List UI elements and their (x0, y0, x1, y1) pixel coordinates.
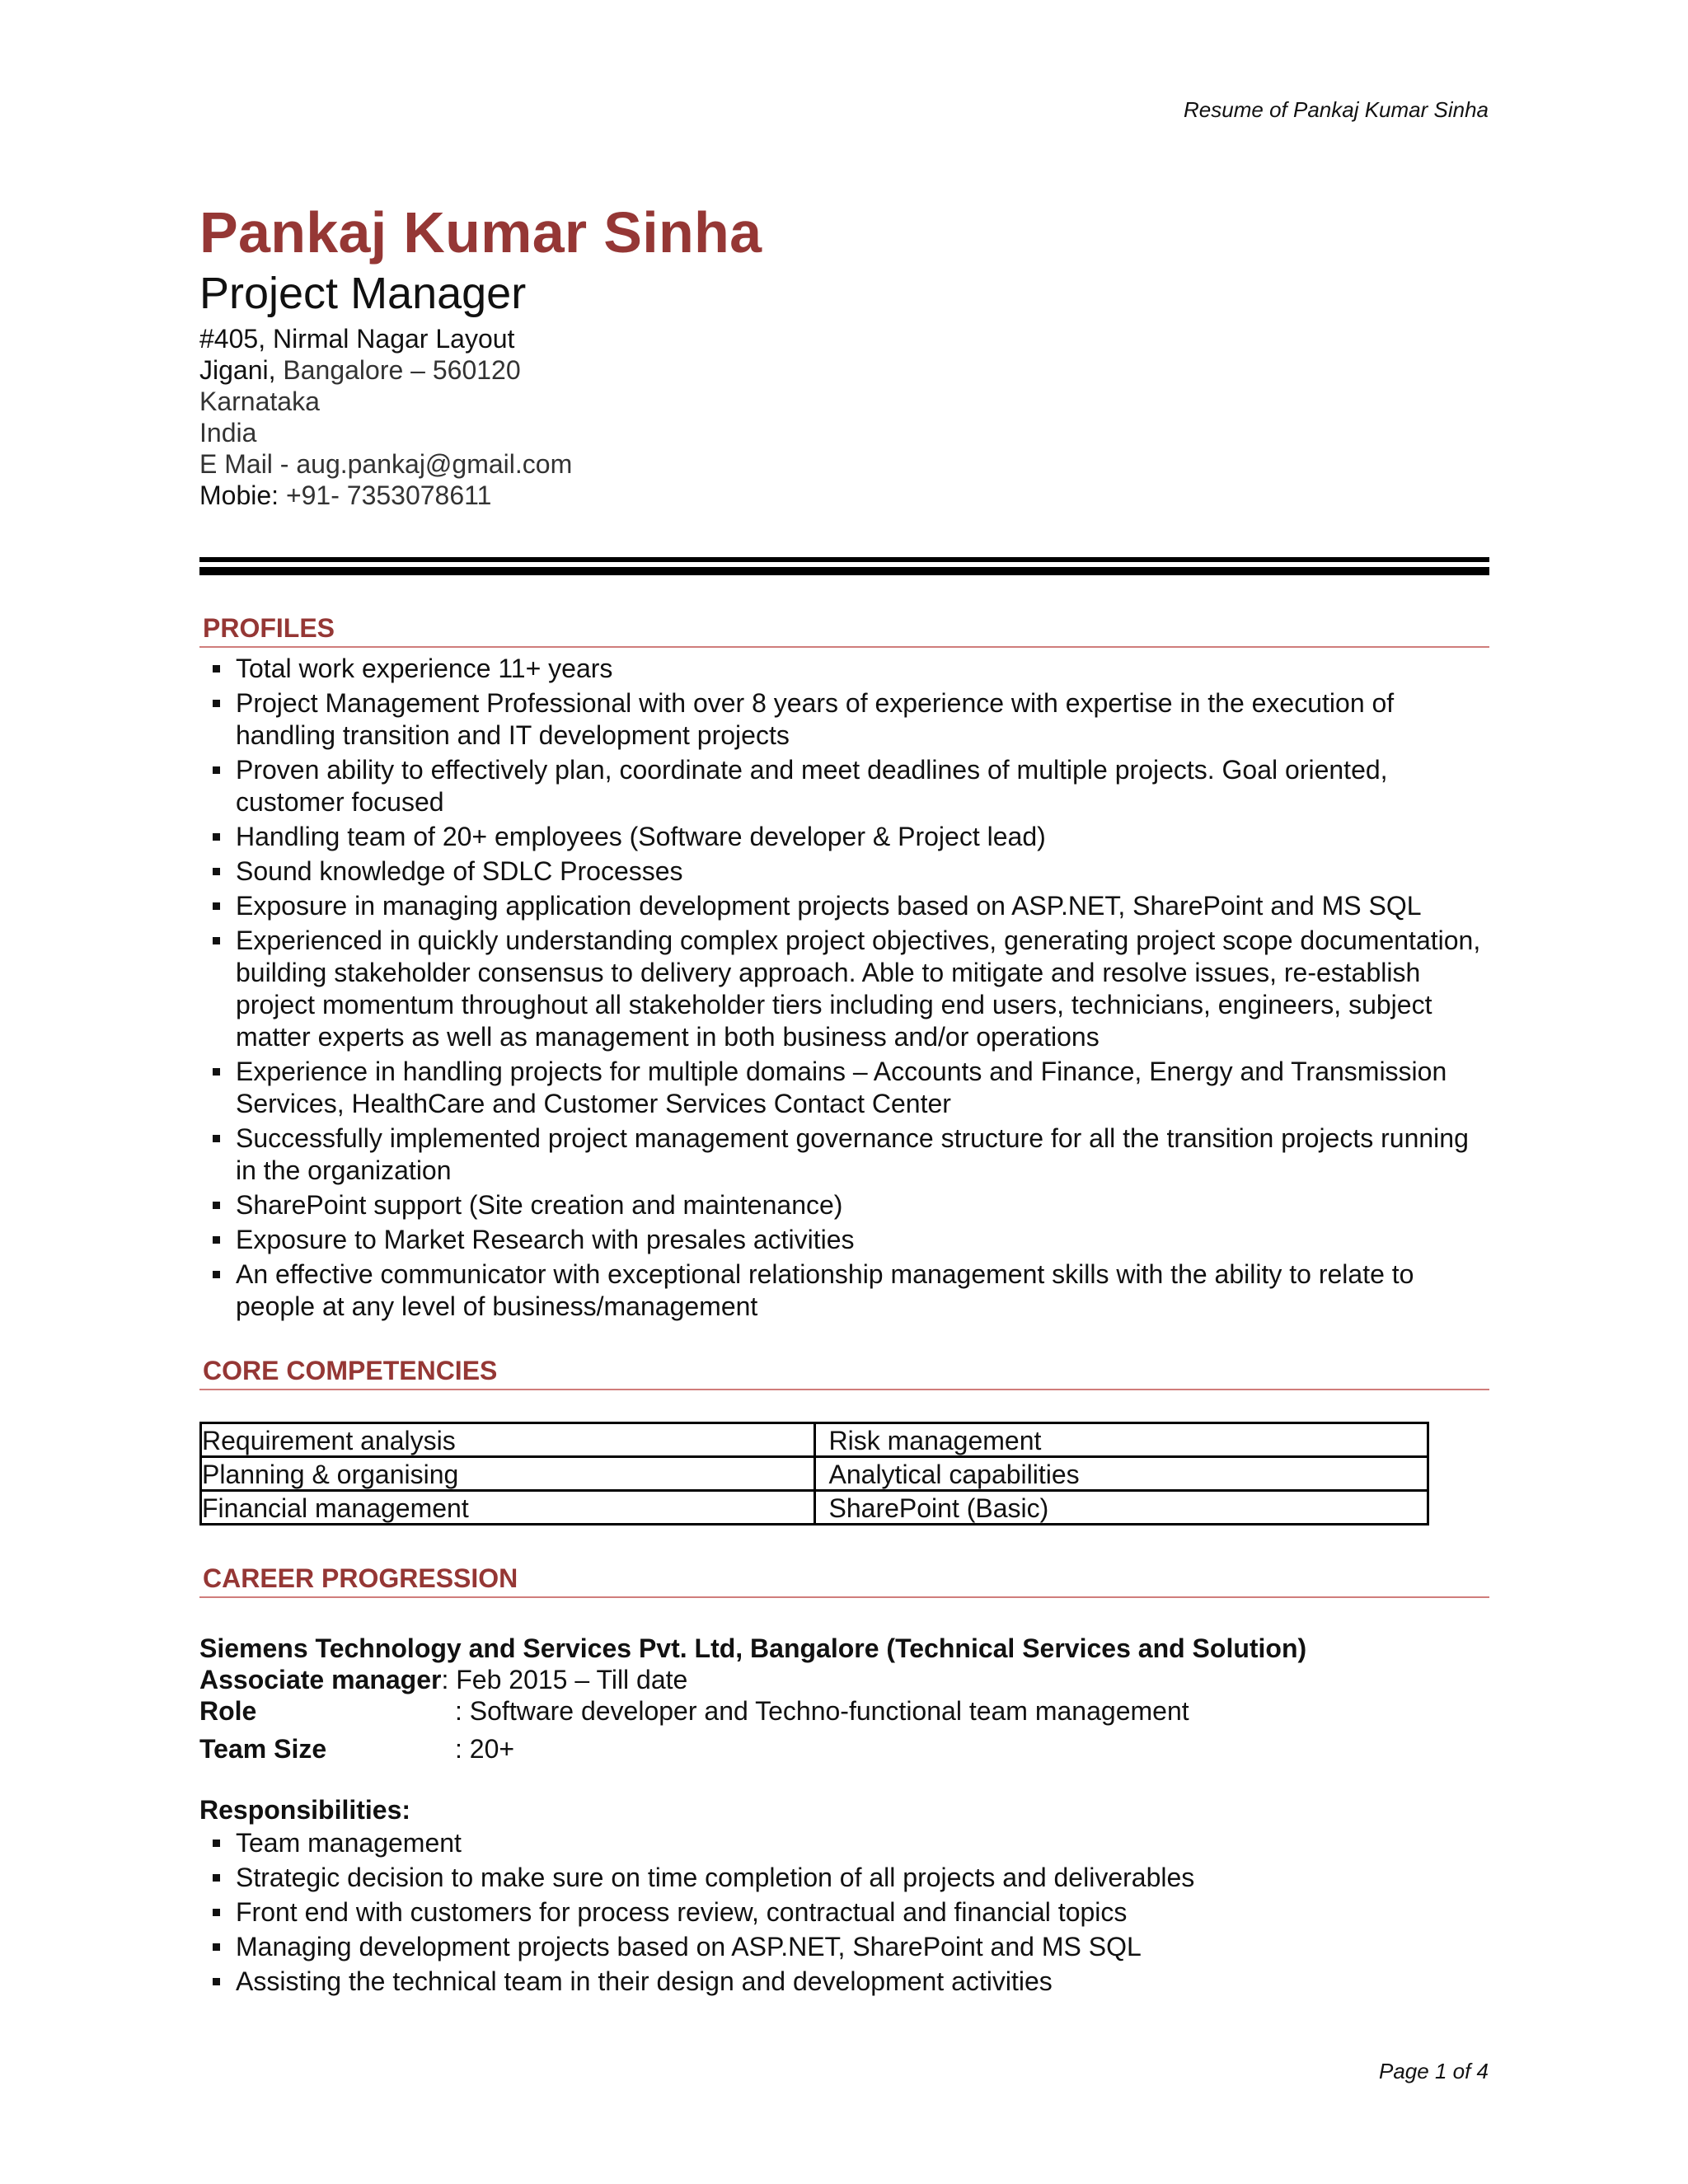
candidate-title: Project Manager (199, 269, 527, 318)
address-state: Karnataka (199, 387, 320, 416)
address-country: India (199, 418, 257, 448)
address-locality: Jigani, (199, 355, 276, 385)
table-row (201, 1423, 1428, 1457)
profile-item: An effective communicator with exceptional relationship management skills with the ability to relate to people at any level of business/management (199, 1258, 1489, 1323)
competency-cell: SharePoint (Basic) (814, 1491, 1428, 1525)
company-name: Siemens Technology and Services Pvt. Ltd, Bangalore (Technical Services and Solution) (199, 1633, 1307, 1663)
address-line-2 (199, 354, 1489, 386)
competency-cell: Risk management (814, 1423, 1428, 1457)
position-row (199, 1664, 1489, 1695)
profile-item: Experienced in quickly understanding complex project objectives, generating project scope documentation, building stakeholder consensus to delivery approach. Able to mitigate and resolve issues, re-establish project momentum throughout all stakeholder tiers including end users, technicians, engineers, subject matter experts as well as management in both business and/or operations (199, 925, 1489, 1053)
responsibility-item: Team management (199, 1827, 1489, 1859)
responsibility-item: Assisting the technical team in their design and development activities (199, 1966, 1489, 1998)
role-label: Role (199, 1696, 257, 1726)
competency-cell: Analytical capabilities (814, 1457, 1428, 1491)
team-size-value: : 20+ (455, 1734, 515, 1764)
header-divider-thick (199, 567, 1489, 575)
role-value: : Software developer and Techno-functional team management (455, 1696, 1189, 1726)
position-value: : Feb 2015 – Till date (441, 1665, 688, 1694)
contact-block (199, 323, 1489, 511)
profile-item: Exposure to Market Research with presales activities (199, 1224, 1489, 1256)
responsibility-item: Front end with customers for process review, contractual and financial topics (199, 1896, 1489, 1929)
header-divider-thin (199, 557, 1489, 562)
profile-item: Proven ability to effectively plan, coordinate and meet deadlines of multiple projects. Goal oriented, customer focused (199, 754, 1489, 818)
mobile-number: +91- 7353078611 (279, 480, 492, 510)
running-header: Resume of Pankaj Kumar Sinha (1184, 97, 1489, 122)
profile-item: Successfully implemented project management governance structure for all the transition projects running in the organization (199, 1122, 1489, 1187)
email-line: E Mail - aug.pankaj@gmail.com (199, 449, 573, 479)
responsibilities-list (199, 1827, 1489, 1998)
responsibility-item: Strategic decision to make sure on time completion of all projects and deliverables (199, 1862, 1489, 1894)
profiles-list (199, 653, 1489, 1323)
position-label: Associate manager (199, 1665, 442, 1694)
page-number: Page 1 of 4 (1379, 2059, 1489, 2083)
profile-item: Exposure in managing application development projects based on ASP.NET, SharePoint and MS SQL (199, 890, 1489, 922)
mobile-line (199, 480, 1489, 511)
address-city: Bangalore – 560120 (275, 355, 521, 385)
table-row (201, 1491, 1428, 1525)
candidate-name: Pankaj Kumar Sinha (199, 200, 762, 265)
competency-cell: Financial management (201, 1491, 815, 1525)
mobile-label: Mobie: (199, 480, 279, 510)
profiles-heading: PROFILES (199, 612, 1489, 648)
team-size-row (199, 1733, 1489, 1765)
profile-item: Sound knowledge of SDLC Processes (199, 855, 1489, 888)
competency-cell: Planning & organising (201, 1457, 815, 1491)
address-line-1: #405, Nirmal Nagar Layout (199, 324, 515, 354)
competencies-heading: CORE COMPETENCIES (199, 1354, 1489, 1390)
profile-item: Project Management Professional with over 8 years of experience with expertise in the execution of handling transition and IT development projects (199, 687, 1489, 752)
table-row (201, 1457, 1428, 1491)
role-row (199, 1695, 1489, 1727)
competency-cell: Requirement analysis (201, 1423, 815, 1457)
resume-content (199, 196, 1489, 2000)
team-size-label: Team Size (199, 1734, 327, 1764)
profile-item: Handling team of 20+ employees (Software developer & Project lead) (199, 821, 1489, 853)
competencies-table (199, 1422, 1429, 1526)
profile-item: Total work experience 11+ years (199, 653, 1489, 685)
responsibility-item: Managing development projects based on ASP.NET, SharePoint and MS SQL (199, 1931, 1489, 1963)
profile-item: Experience in handling projects for multiple domains – Accounts and Finance, Energy and Transmission Services, HealthCare and Customer Services Contact Center (199, 1056, 1489, 1120)
profile-item: SharePoint support (Site creation and maintenance) (199, 1189, 1489, 1221)
career-heading: CAREER PROGRESSION (199, 1562, 1489, 1598)
responsibilities-heading: Responsibilities: (199, 1795, 411, 1825)
